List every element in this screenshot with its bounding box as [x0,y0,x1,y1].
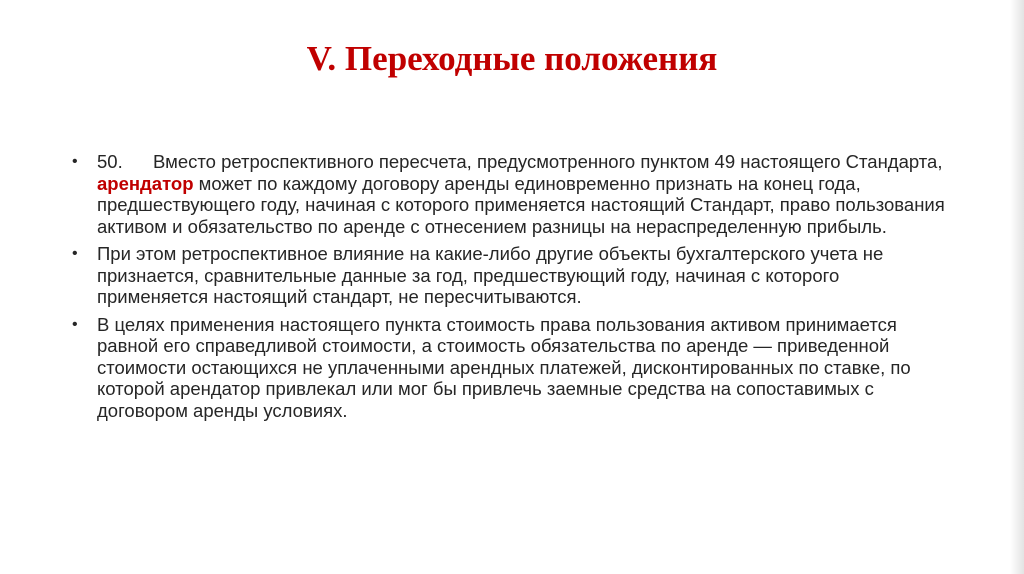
highlighted-term: арендатор [97,172,194,194]
bullet-list [72,151,952,427]
slide-title: V. Переходные положения [306,39,718,78]
bullet-dot: • [72,153,78,170]
bullet-item-valuation [72,314,952,422]
bullet-dot: • [72,315,78,333]
paragraph-text: В целях применения настоящего пункта стоимость права пользования активом принимается равной его справедливой стоимости, а стоимость обязательства по аренде — приведенной стоимости остающихся не уплаченными арендных платежей, дисконтированных по ставке, по которой арендатор привлекал или мог бы привлечь заемные средства на сопоставимых с договором аренды условиях. [97,313,911,421]
bullet-item-retrospective [72,243,952,308]
paragraph-text: При этом ретроспективное влияние на какие-либо другие объекты бухгалтерского учета не признается, сравнительные данные за год, предшествующий году, начиная с которого применяется настоящий стандарт, не пересчитываются. [97,243,884,307]
paragraph-text-start: Вместо ретроспективного пересчета, предусмотренного пунктом 49 настоящего Стандарта, [153,151,943,172]
paragraph-number: 50. [97,151,123,172]
bullet-dot: • [72,245,78,262]
bullet-item-50 [72,151,952,237]
slide-edge-shadow [1010,0,1024,574]
paragraph-text-end: может по каждому договору аренды единовременно признать на конец года, предшествующего году, начиная с которого применяется настоящий Стандарт, право пользования активом и обязательство по аренде с отнесением разницы на нераспределенную прибыль. [97,172,945,237]
